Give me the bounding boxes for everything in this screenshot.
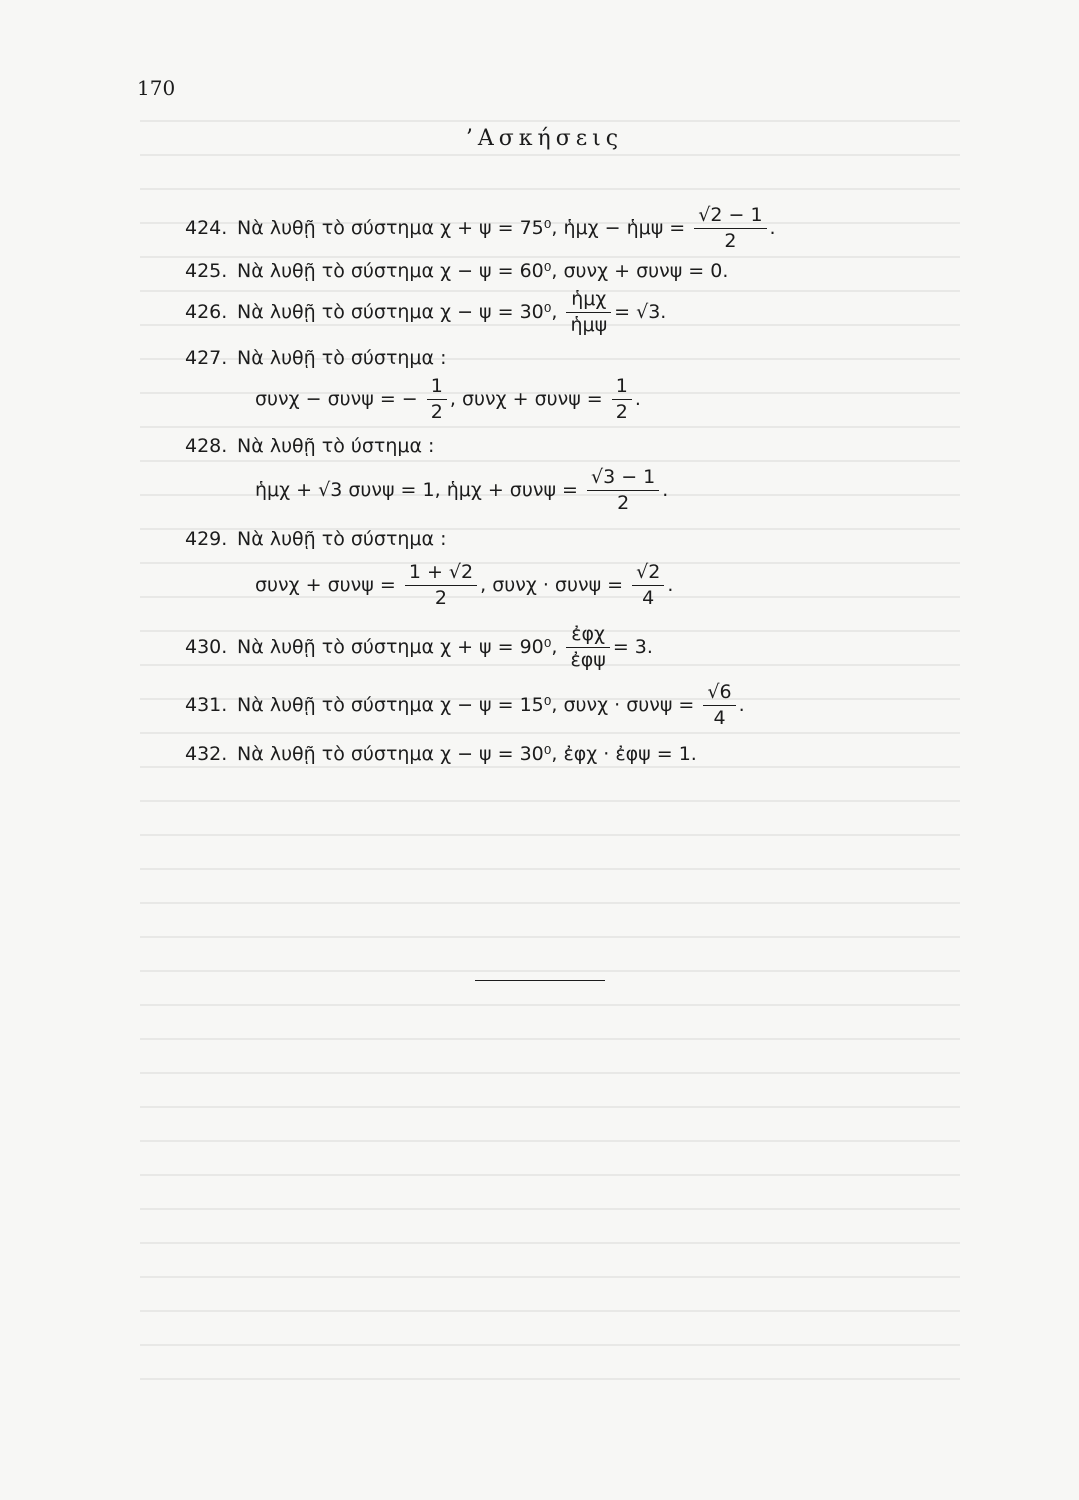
- fraction-numerator: √3 − 1: [587, 468, 659, 491]
- fraction-denominator: 2: [430, 401, 443, 423]
- exercise-429-equations: [255, 563, 673, 608]
- equation-part: ἡμχ + √3 συνψ = 1, ἡμχ + συνψ =: [255, 479, 578, 501]
- exercise-number: 431.: [185, 694, 228, 716]
- equation-part: , συνχ + συνψ =: [449, 388, 603, 410]
- exercise-tail: .: [667, 574, 674, 596]
- fraction-denominator: 4: [642, 587, 655, 609]
- fraction-numerator: 1 + √2: [405, 563, 477, 586]
- exercise-number: 424.: [185, 217, 228, 239]
- fraction-denominator: 2: [724, 230, 737, 252]
- exercise-427-equations: [255, 377, 641, 422]
- exercise-text: Νὰ λυθῇ τὸ σύστημα :: [237, 347, 447, 369]
- exercise-tail: = 3.: [612, 636, 653, 658]
- equation-part: συνχ + συνψ =: [255, 574, 396, 596]
- page-number: 170: [137, 76, 176, 100]
- exercise-tail: .: [769, 217, 776, 239]
- exercise-number: 428.: [185, 435, 228, 457]
- exercise-431: [185, 683, 745, 728]
- exercise-428: [185, 437, 434, 456]
- fraction-denominator: 4: [713, 707, 726, 729]
- exercise-text: Νὰ λυθῇ τὸ ύστημα :: [237, 435, 435, 457]
- exercise-428-equations: [255, 468, 668, 513]
- fraction: [566, 625, 609, 670]
- section-title: ’Ασκήσεις: [465, 126, 624, 151]
- exercise-tail: .: [662, 479, 669, 501]
- exercise-number: 432.: [185, 743, 228, 765]
- exercise-text: Νὰ λυθῇ τὸ σύστημα χ − ψ = 60⁰, συνχ + συνψ = 0.: [237, 260, 729, 282]
- fraction: [612, 377, 632, 422]
- fraction-denominator: ἡμψ: [570, 314, 608, 336]
- exercise-text: Νὰ λυθῇ τὸ σύστημα χ + ψ = 75⁰, ἡμχ − ἡμψ =: [237, 217, 686, 239]
- exercise-432: [185, 745, 697, 764]
- exercise-tail: .: [738, 694, 745, 716]
- fraction-numerator: 1: [427, 377, 447, 400]
- fraction-numerator: ἐφχ: [566, 625, 609, 648]
- fraction: [632, 563, 664, 608]
- fraction-numerator: √2 − 1: [694, 206, 766, 229]
- fraction: [587, 468, 659, 513]
- exercise-number: 427.: [185, 347, 228, 369]
- fraction: [566, 290, 611, 335]
- exercise-tail: = √3.: [614, 301, 667, 323]
- fraction: [405, 563, 477, 608]
- fraction-numerator: √2: [632, 563, 664, 586]
- equation-part: , συνχ · συνψ =: [480, 574, 624, 596]
- exercise-425: [185, 262, 728, 281]
- fraction-denominator: 2: [434, 587, 447, 609]
- exercise-number: 425.: [185, 260, 228, 282]
- exercise-text: Νὰ λυθῇ τὸ σύστημα χ − ψ = 30⁰,: [237, 301, 558, 323]
- exercise-427: [185, 349, 446, 368]
- exercise-number: 430.: [185, 636, 228, 658]
- exercise-text: Νὰ λυθῇ τὸ σύστημα χ − ψ = 15⁰, συνχ · συνψ =: [237, 694, 695, 716]
- exercise-number: 426.: [185, 301, 228, 323]
- exercise-number: 429.: [185, 528, 228, 550]
- section-end-rule: [475, 980, 605, 981]
- exercise-tail: .: [634, 388, 641, 410]
- exercise-text: Νὰ λυθῇ τὸ σύστημα χ + ψ = 90⁰,: [237, 636, 558, 658]
- exercise-430: [185, 625, 653, 670]
- exercise-429: [185, 530, 446, 549]
- fraction-denominator: 2: [617, 492, 630, 514]
- exercise-text: Νὰ λυθῇ τὸ σύστημα :: [237, 528, 447, 550]
- equation-part: συνχ − συνψ = −: [255, 388, 418, 410]
- fraction-denominator: ἐφψ: [570, 649, 606, 671]
- fraction-numerator: 1: [612, 377, 632, 400]
- fraction-numerator: √6: [703, 683, 735, 706]
- fraction-denominator: 2: [615, 401, 628, 423]
- exercise-text: Νὰ λυθῇ τὸ σύστημα χ − ψ = 30⁰, ἐφχ · ἐφψ = 1.: [237, 743, 697, 765]
- fraction: [694, 206, 766, 251]
- fraction: [427, 377, 447, 422]
- fraction-numerator: ἡμχ: [566, 290, 611, 313]
- exercise-424: [185, 206, 776, 251]
- exercise-426: [185, 290, 666, 335]
- fraction: [703, 683, 735, 728]
